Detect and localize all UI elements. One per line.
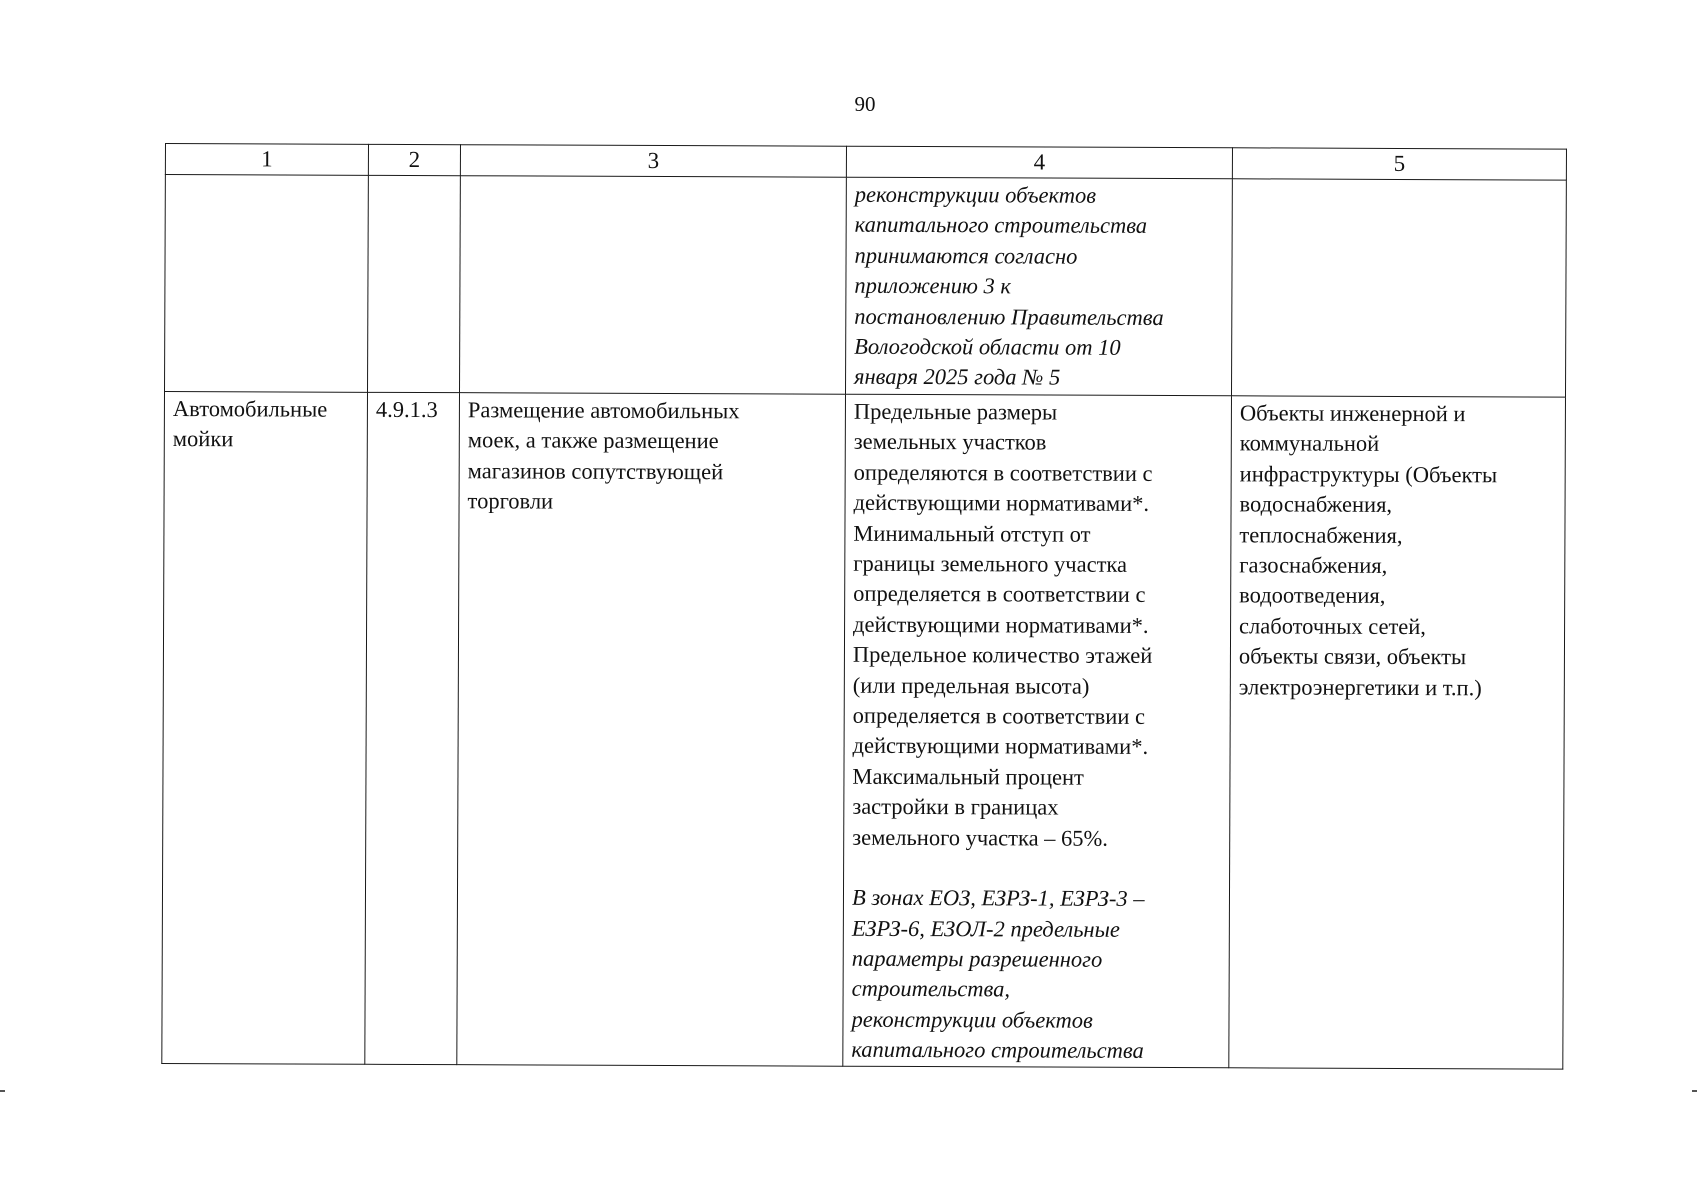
text-line: Максимальный процент [852,763,1084,790]
text-line: водоотведения, [1239,582,1386,609]
text-line: земельных участков [853,429,1047,455]
text-line: Вологодской области от 10 [854,333,1121,360]
text-line: застройки в границах [852,794,1059,820]
text-line: торговли [467,488,554,514]
text-line: моек, а также размещение [467,427,719,454]
text-line: реконструкции объектов [854,181,1097,208]
text-line: слаботочных сетей, [1239,613,1427,639]
paragraph-gap [852,853,1221,884]
text-line: В зонах ЕОЗ, ЕЗРЗ-1, ЕЗРЗ-3 – [851,884,1145,912]
table-row-car-wash [162,392,1566,1069]
cell-name-empty [165,175,369,393]
scan-edge-mark-left [0,1090,5,1092]
text-line: определяются в соответствии с [853,459,1153,486]
regulations-table [161,143,1566,1069]
cell-use-description [457,393,846,1066]
text-line: водоснабжения, [1239,491,1393,518]
text-line: теплоснабжения, [1239,521,1403,548]
cell-code-empty [368,175,461,392]
text-line: капитального строительства [854,212,1148,239]
text-line: определяется в соответствии с [853,581,1146,608]
cell-auxiliary-empty [1231,179,1566,397]
text-line: января 2025 года № 5 [854,364,1061,391]
text-line: приложению 3 к [854,272,1011,299]
page-number: 90 [854,92,876,116]
text-line: действующими нормативами*. [852,733,1149,760]
text-line: мойки [172,426,234,452]
cell-description-empty [460,176,847,395]
column-header-1: 1 [165,144,368,176]
cell-parameters-continuation [845,177,1232,396]
column-header-5: 5 [1232,148,1566,180]
text-line: коммунальной [1239,430,1380,457]
text-line: электроэнергетики и т.п.) [1238,673,1482,700]
text-line: Размещение автомобильных [467,397,740,424]
text-line: Автомобильные [172,396,328,422]
text-line: действующими нормативами*. [853,611,1149,638]
table-row-continuation [165,175,1567,398]
text-line: Предельные размеры [853,398,1058,425]
text-line: капитального строительства [851,1036,1144,1064]
text-line: магазинов сопутствующей [467,458,724,485]
column-header-2: 2 [368,144,460,175]
cell-auxiliary-uses [1229,396,1566,1069]
text-line: границы земельного участка [853,550,1128,577]
text-line: инфраструктуры (Объекты [1239,461,1498,488]
text-line: земельного участка – 65%. [852,824,1109,851]
text-line: ЕЗРЗ-6, ЕЗОЛ-2 предельные [851,915,1120,942]
column-header-3: 3 [460,145,846,178]
text-line: параметры разрешенного [851,945,1103,972]
text-line: Объекты инженерной и [1239,400,1466,427]
column-header-4: 4 [846,146,1232,179]
text-line: реконструкции объектов [851,1006,1093,1033]
text-line: объекты связи, объекты [1238,643,1467,670]
text-line: (или предельная высота) [852,672,1090,699]
cell-use-code: 4.9.1.3 [365,392,460,1064]
text-line: принимаются согласно [854,242,1078,269]
cell-parameters [843,394,1232,1067]
text-line: газоснабжения, [1239,552,1388,578]
text-line: Предельное количество этажей [852,642,1153,669]
scan-edge-mark-right [1692,1090,1697,1092]
cell-use-name [162,392,368,1064]
text-line: Минимальный отступ от [853,520,1091,547]
text-line: строительства, [851,976,1011,1002]
text-line: постановлению Правительства [854,303,1164,330]
text-line: действующими нормативами*. [853,489,1150,517]
text-line: определяется в соответствии с [852,702,1146,730]
